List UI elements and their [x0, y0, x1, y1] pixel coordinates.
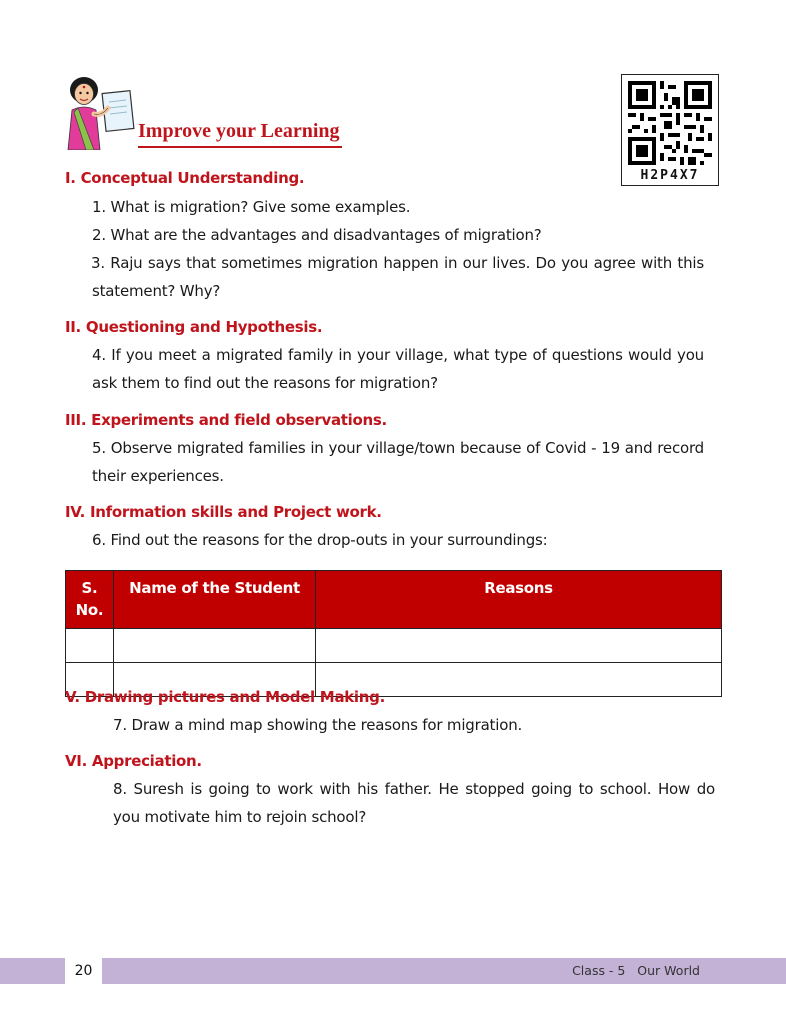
section-heading-conceptual: I. Conceptual Understanding.	[65, 169, 305, 187]
section-heading-questioning: II. Questioning and Hypothesis.	[65, 318, 323, 336]
qr-code-box[interactable]	[621, 74, 719, 186]
table-header-row	[66, 571, 722, 629]
section-heading-appreciation: VI. Appreciation.	[65, 752, 202, 770]
column-header-sno: S. No.	[66, 571, 114, 629]
title-underline	[138, 146, 342, 148]
section-heading-drawing: V. Drawing pictures and Model Making.	[65, 688, 385, 706]
question-6: 6. Find out the reasons for the drop-outs in your surroundings:	[92, 531, 548, 549]
column-header-name: Name of the Student	[114, 571, 316, 629]
table-cell[interactable]	[66, 629, 114, 663]
page-number: 20	[74, 963, 93, 979]
footer-book-title: Class - 5 Our World	[572, 963, 700, 978]
question-2: 2. What are the advantages and disadvantages of migration?	[92, 226, 542, 244]
section-heading-experiments: III. Experiments and field observations.	[65, 411, 387, 429]
question-7: 7. Draw a mind map showing the reasons for migration.	[113, 716, 523, 734]
teacher-illustration	[64, 74, 136, 150]
qr-code-icon	[628, 81, 712, 165]
question-3	[92, 249, 704, 305]
improve-learning-title: Improve your Learning	[138, 120, 340, 142]
qr-code-label: H2P4X7	[640, 168, 700, 183]
question-4: 4. If you meet a migrated family in your village, what type of questions would you ask them to find out the reasons for migration?	[92, 346, 704, 392]
question-3-text: 3. Raju says that sometimes migration happen in our lives. Do you agree with this statement? Why?	[91, 254, 704, 300]
teacher-holding-board-icon	[64, 74, 136, 150]
column-header-reasons: Reasons	[316, 571, 722, 629]
dropout-table	[65, 570, 722, 697]
table-row	[66, 629, 722, 663]
question-8: 8. Suresh is going to work with his father. He stopped going to school. How do you motivate him to rejoin school?	[113, 780, 715, 826]
table-cell[interactable]	[114, 629, 316, 663]
section-heading-information: IV. Information skills and Project work.	[65, 503, 382, 521]
question-1: 1. What is migration? Give some examples.	[92, 198, 411, 216]
question-5: 5. Observe migrated families in your village/town because of Covid - 19 and record their experiences.	[92, 439, 704, 485]
footer-bar-left	[0, 958, 65, 984]
table-cell[interactable]	[316, 629, 722, 663]
